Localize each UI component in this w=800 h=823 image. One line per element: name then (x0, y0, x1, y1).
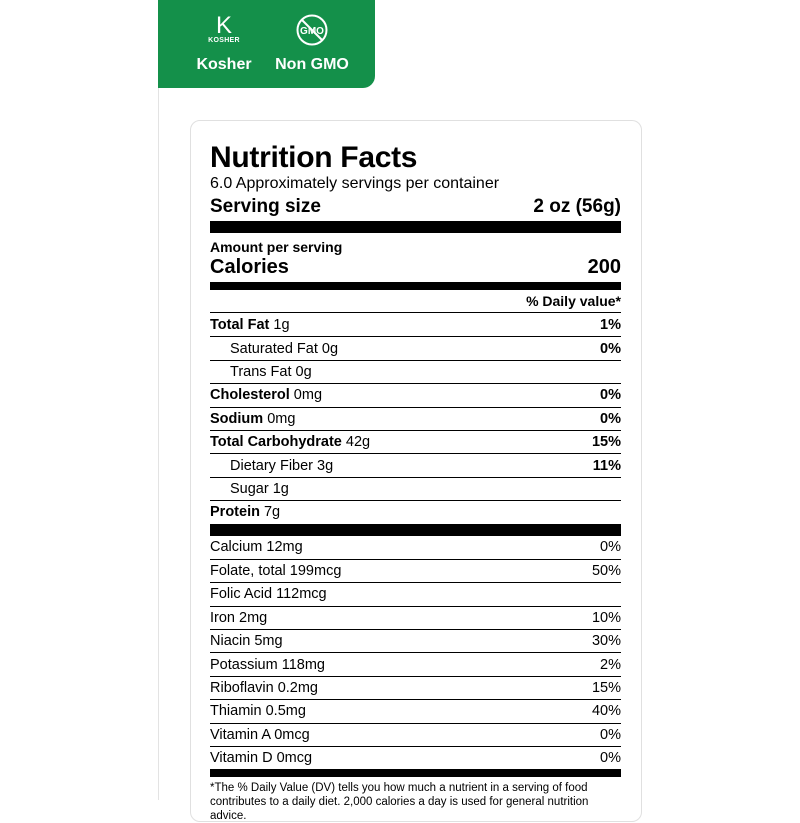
micronutrient-row-folic-acid (210, 582, 621, 605)
nutrient-amount: 42g (345, 434, 371, 451)
micronutrient-row-thiamin (210, 699, 621, 722)
nutrient-dv: 0% (600, 340, 621, 357)
micronutrient-row-niacin (210, 629, 621, 652)
divider-medium (210, 769, 621, 777)
micronutrient-dv: 40% (591, 703, 621, 720)
nutrient-name: Trans Fat 0g (230, 363, 312, 380)
micronutrient-dv: 15% (591, 680, 621, 697)
servings-per-container: 6.0 Approximately servings per container (210, 175, 500, 192)
nutrient-row-total-carbohydrate (210, 430, 621, 453)
nutrient-row-saturated-fat (210, 336, 621, 359)
micronutrient-dv: 0% (600, 539, 621, 556)
micronutrient-dv: 0% (600, 726, 621, 743)
micronutrient-dv: 2% (600, 656, 621, 673)
micronutrient-dv: 0% (600, 750, 621, 767)
micronutrient-name: Potassium 118mg (210, 656, 325, 673)
nutrient-amount: 0mg (267, 410, 296, 427)
kosher-badge (184, 12, 264, 74)
certification-badges-panel (158, 0, 375, 88)
nutrient-name: Sodium (210, 410, 264, 427)
calories-label: Calories (210, 256, 289, 278)
micronutrient-row-iron (210, 606, 621, 629)
micronutrient-name: Calcium 12mg (210, 539, 303, 556)
micronutrient-name: Thiamin 0.5mg (210, 703, 306, 720)
divider-medium (210, 282, 621, 290)
nutrient-dv: 0% (600, 410, 621, 427)
nutrient-name: Total Fat (210, 316, 270, 333)
nutrient-row-total-fat (210, 313, 621, 336)
kosher-label: Kosher (196, 56, 252, 73)
left-gutter (0, 0, 159, 800)
micronutrient-dv: 50% (591, 563, 621, 580)
non-gmo-icon-text: GMO (300, 26, 324, 37)
micronutrient-name: Riboflavin 0.2mg (210, 680, 318, 697)
non-gmo-label: Non GMO (275, 56, 349, 73)
serving-size-row (210, 195, 621, 219)
micronutrient-row-vitamin-d (210, 746, 621, 769)
micronutrient-name: Vitamin D 0mcg (210, 750, 313, 767)
kosher-icon-word: KOSHER (208, 37, 240, 44)
daily-value-header: % Daily value* (526, 293, 621, 309)
nutrient-amount: 1g (273, 316, 290, 333)
nutrition-title: Nutrition Facts (210, 141, 418, 174)
nutrient-row-sugar (210, 477, 621, 500)
serving-size-label: Serving size (210, 196, 321, 217)
micronutrient-row-calcium (210, 536, 621, 559)
micronutrient-name: Folate, total 199mcg (210, 563, 342, 580)
nutrient-name: Protein (210, 504, 260, 521)
kosher-icon (184, 12, 264, 48)
micronutrient-name: Niacin 5mg (210, 633, 283, 650)
non-gmo-icon (262, 12, 362, 48)
kosher-icon-letter: K (215, 12, 232, 39)
calories-value: 200 (587, 256, 621, 278)
micronutrient-name: Folic Acid 112mcg (210, 586, 327, 603)
nutrient-dv: 1% (600, 316, 621, 333)
nutrient-name: Sugar 1g (230, 480, 289, 497)
micronutrient-name: Vitamin A 0mcg (210, 726, 310, 743)
daily-value-footnote: *The % Daily Value (DV) tells you how much a nutrient in a serving of food contributes to a daily diet. 2,000 calories a day is used for general nutrition advice. (210, 782, 589, 823)
nutrient-name: Cholesterol (210, 387, 290, 404)
micronutrient-name: Iron 2mg (210, 609, 268, 626)
nutrient-amount: 0mg (293, 387, 323, 404)
nutrient-row-cholesterol (210, 383, 621, 406)
nutrient-dv: 0% (600, 387, 621, 404)
nutrition-facts-label (210, 141, 621, 823)
nutrient-list (210, 313, 621, 524)
divider-thick (210, 221, 621, 233)
nutrient-name: Dietary Fiber 3g (230, 457, 334, 474)
micronutrient-row-vitamin-a (210, 723, 621, 746)
nutrient-amount: 7g (263, 504, 281, 521)
micronutrient-row-potassium (210, 652, 621, 675)
nutrient-row-sodium (210, 407, 621, 430)
micronutrient-dv: 10% (591, 609, 621, 626)
calories-row (210, 256, 621, 278)
non-gmo-icon-graphic (295, 13, 329, 47)
non-gmo-badge (262, 12, 362, 74)
micronutrient-row-riboflavin (210, 676, 621, 699)
micronutrient-dv: 30% (591, 633, 621, 650)
micronutrient-row-folate (210, 559, 621, 582)
nutrient-name: Saturated Fat 0g (230, 340, 339, 357)
nutrient-row-trans-fat (210, 360, 621, 383)
serving-size-value: 2 oz (56g) (533, 196, 621, 217)
nutrition-facts-card (190, 120, 642, 822)
nutrient-row-protein (210, 500, 621, 523)
amount-per-serving-label: Amount per serving (210, 239, 343, 255)
micronutrient-list (210, 536, 621, 770)
nutrient-row-dietary-fiber (210, 453, 621, 476)
nutrient-name: Total Carbohydrate (210, 434, 342, 451)
nutrient-dv: 15% (591, 434, 621, 451)
nutrient-dv: 11% (592, 457, 621, 474)
divider-thick (210, 524, 621, 536)
